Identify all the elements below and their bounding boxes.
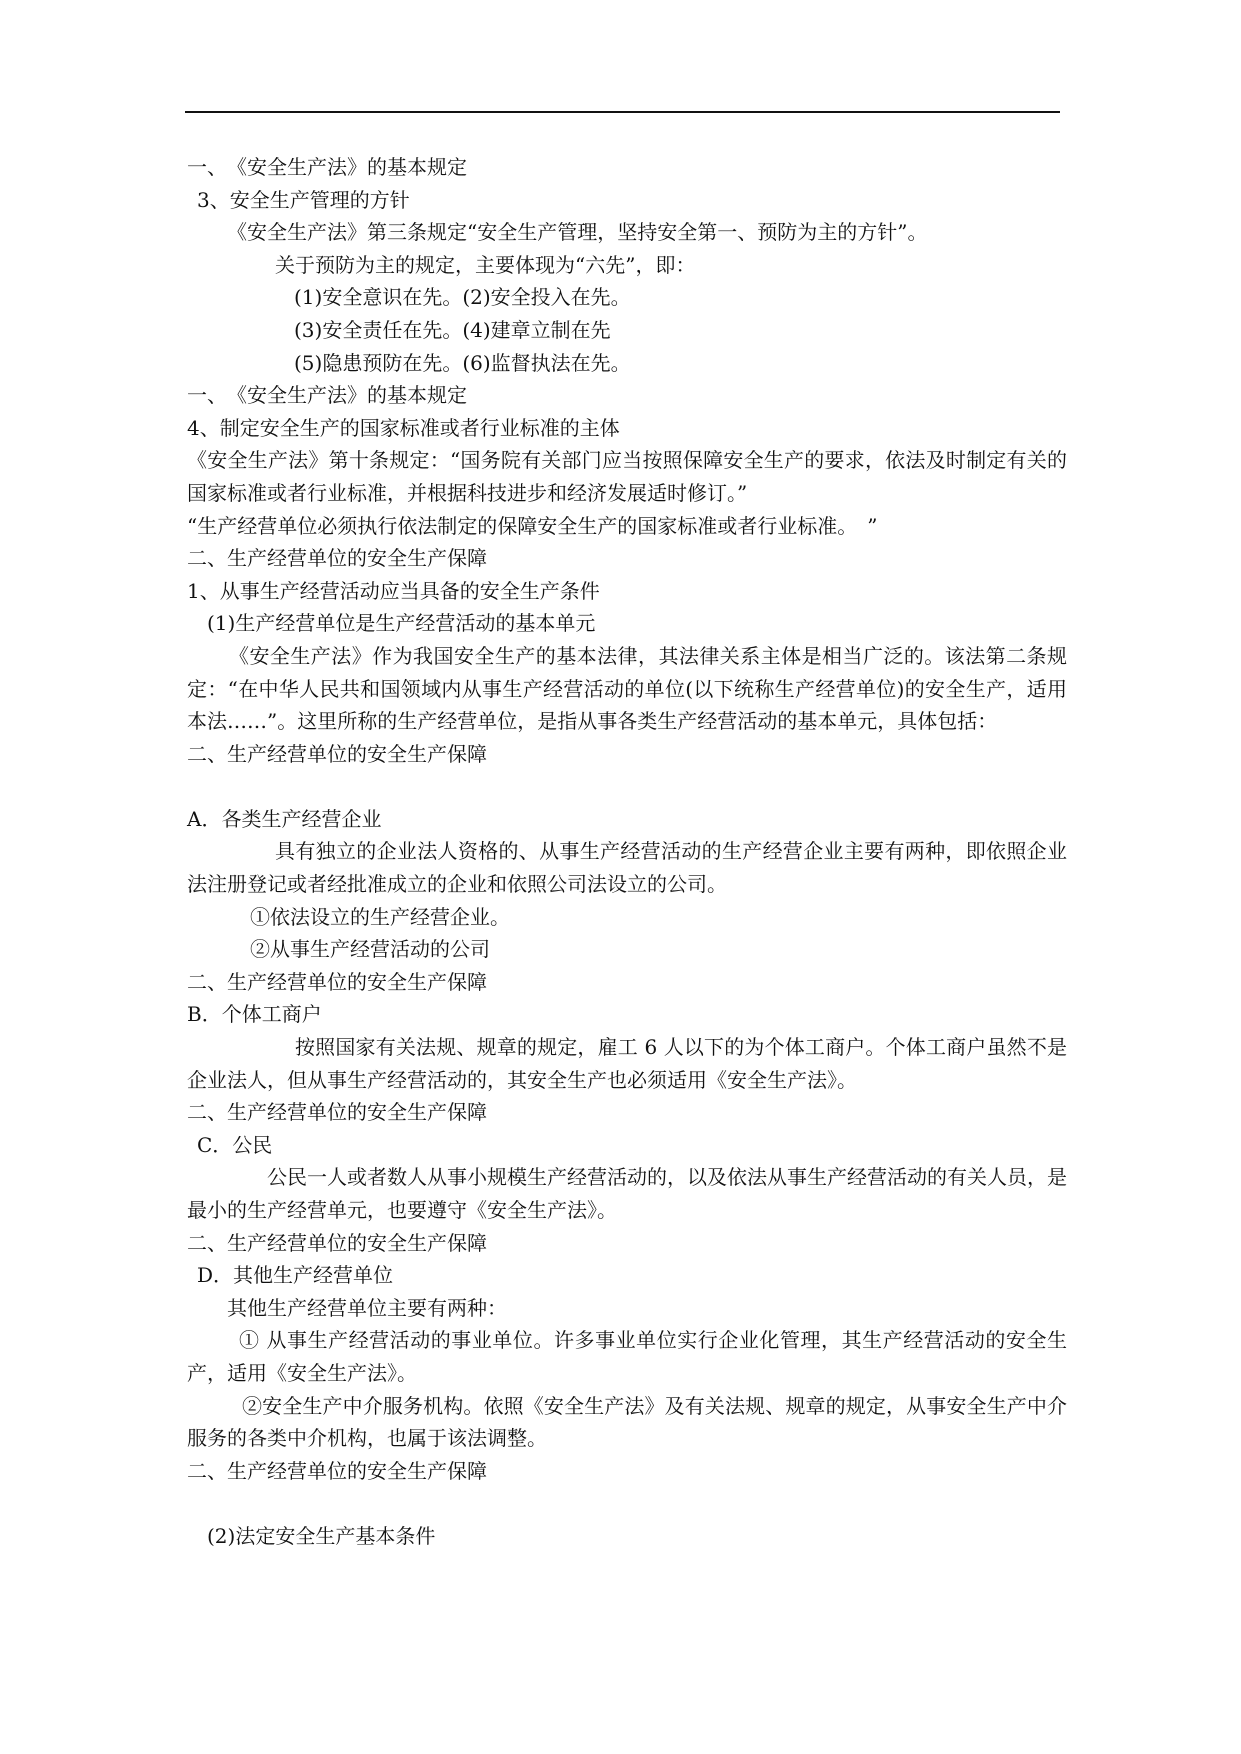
list-item: (3)安全责任在先。(4)建章立制在先 — [294, 317, 611, 342]
subsection-heading: 3、安全生产管理的方针 — [197, 187, 410, 212]
subsection-heading: C．公民 — [197, 1132, 273, 1157]
subsection-heading: B．个体工商户 — [187, 1002, 322, 1027]
section-heading: 二、生产经营单位的安全生产保障 — [187, 1230, 487, 1255]
paragraph: 其他生产经营单位主要有两种： — [227, 1295, 507, 1320]
section-heading: 二、生产经营单位的安全生产保障 — [187, 741, 487, 766]
subsection-heading: (2)法定安全生产基本条件 — [207, 1523, 436, 1548]
paragraph: 《安全生产法》第三条规定“安全生产管理，坚持安全第一、预防为主的方针”。 — [227, 220, 928, 245]
subsection-heading: (1)生产经营单位是生产经营活动的基本单元 — [207, 611, 596, 636]
section-heading: 二、生产经营单位的安全生产保障 — [187, 1100, 487, 1125]
section-heading: 一、 《安全生产法》的基本规定 — [187, 155, 467, 179]
paragraph: 《安全生产法》第十条规定：“国务院有关部门应当按照保障安全生产的要求，依法及时制定有关的国家标准或者行业标准，并根据科技进步和经济发展适时修订。” — [187, 448, 1067, 505]
section-heading: 二、生产经营单位的安全生产保障 — [187, 546, 487, 571]
section-heading: 一、 《安全生产法》的基本规定 — [187, 383, 467, 408]
header-rule — [185, 111, 1060, 113]
paragraph: “生产经营单位必须执行依法制定的保障安全生产的国家标准或者行业标准。 ” — [187, 513, 878, 538]
section-heading: 二、生产经营单位的安全生产保障 — [187, 969, 487, 994]
list-item: ②从事生产经营活动的公司 — [250, 937, 490, 962]
blank-line — [187, 1487, 1067, 1520]
list-item: (5)隐患预防在先。(6)监督执法在先。 — [294, 350, 631, 375]
blank-line — [187, 770, 1067, 803]
paragraph: ②安全生产中介服务机构。依照《安全生产法》及有关法规、规章的规定，从事安全生产中介服务的各类中介机构，也属于该法调整。 — [187, 1393, 1067, 1451]
paragraph: 《安全生产法》作为我国安全生产的基本法律，其法律关系主体是相当广泛的。该法第二条规定：“在中华人民共和国领域内从事生产经营活动的单位(以下统称生产经营单位)的安全生产，适用本法……”。这里所称的生产经营单位，是指从事各类生产经营活动的基本单元，具体包括： — [187, 643, 1067, 734]
paragraph: 按照国家有关法规、规章的规定，雇工 6 人以下的为个体工商户。个体工商户虽然不是企业法人，但从事生产经营活动的，其安全生产也必须适用《安全生产法》。 — [187, 1035, 1067, 1092]
paragraph: ① 从事生产经营活动的事业单位。许多事业单位实行企业化管理，其生产经营活动的安全生产，适用《安全生产法》。 — [187, 1328, 1067, 1385]
subsection-heading: D．其他生产经营单位 — [197, 1263, 394, 1288]
paragraph: 具有独立的企业法人资格的、从事生产经营活动的生产经营企业主要有两种，即依照企业法注册登记或者经批准成立的企业和依照公司法设立的公司。 — [187, 839, 1067, 897]
subsection-heading: 4、制定安全生产的国家标准或者行业标准的主体 — [187, 415, 620, 440]
paragraph: 关于预防为主的规定，主要体现为“六先”，即： — [275, 252, 696, 277]
subsection-heading: 1、从事生产经营活动应当具备的安全生产条件 — [187, 578, 600, 603]
list-item: ①依法设立的生产经营企业。 — [250, 904, 510, 929]
document-body — [187, 151, 1067, 1553]
section-heading: 二、生产经营单位的安全生产保障 — [187, 1458, 487, 1483]
list-item: (1)安全意识在先。(2)安全投入在先。 — [294, 285, 631, 310]
paragraph: 公民一人或者数人从事小规模生产经营活动的，以及依法从事生产经营活动的有关人员，是最小的生产经营单元，也要遵守《安全生产法》。 — [187, 1165, 1067, 1222]
subsection-heading: A．各类生产经营企业 — [187, 806, 382, 831]
